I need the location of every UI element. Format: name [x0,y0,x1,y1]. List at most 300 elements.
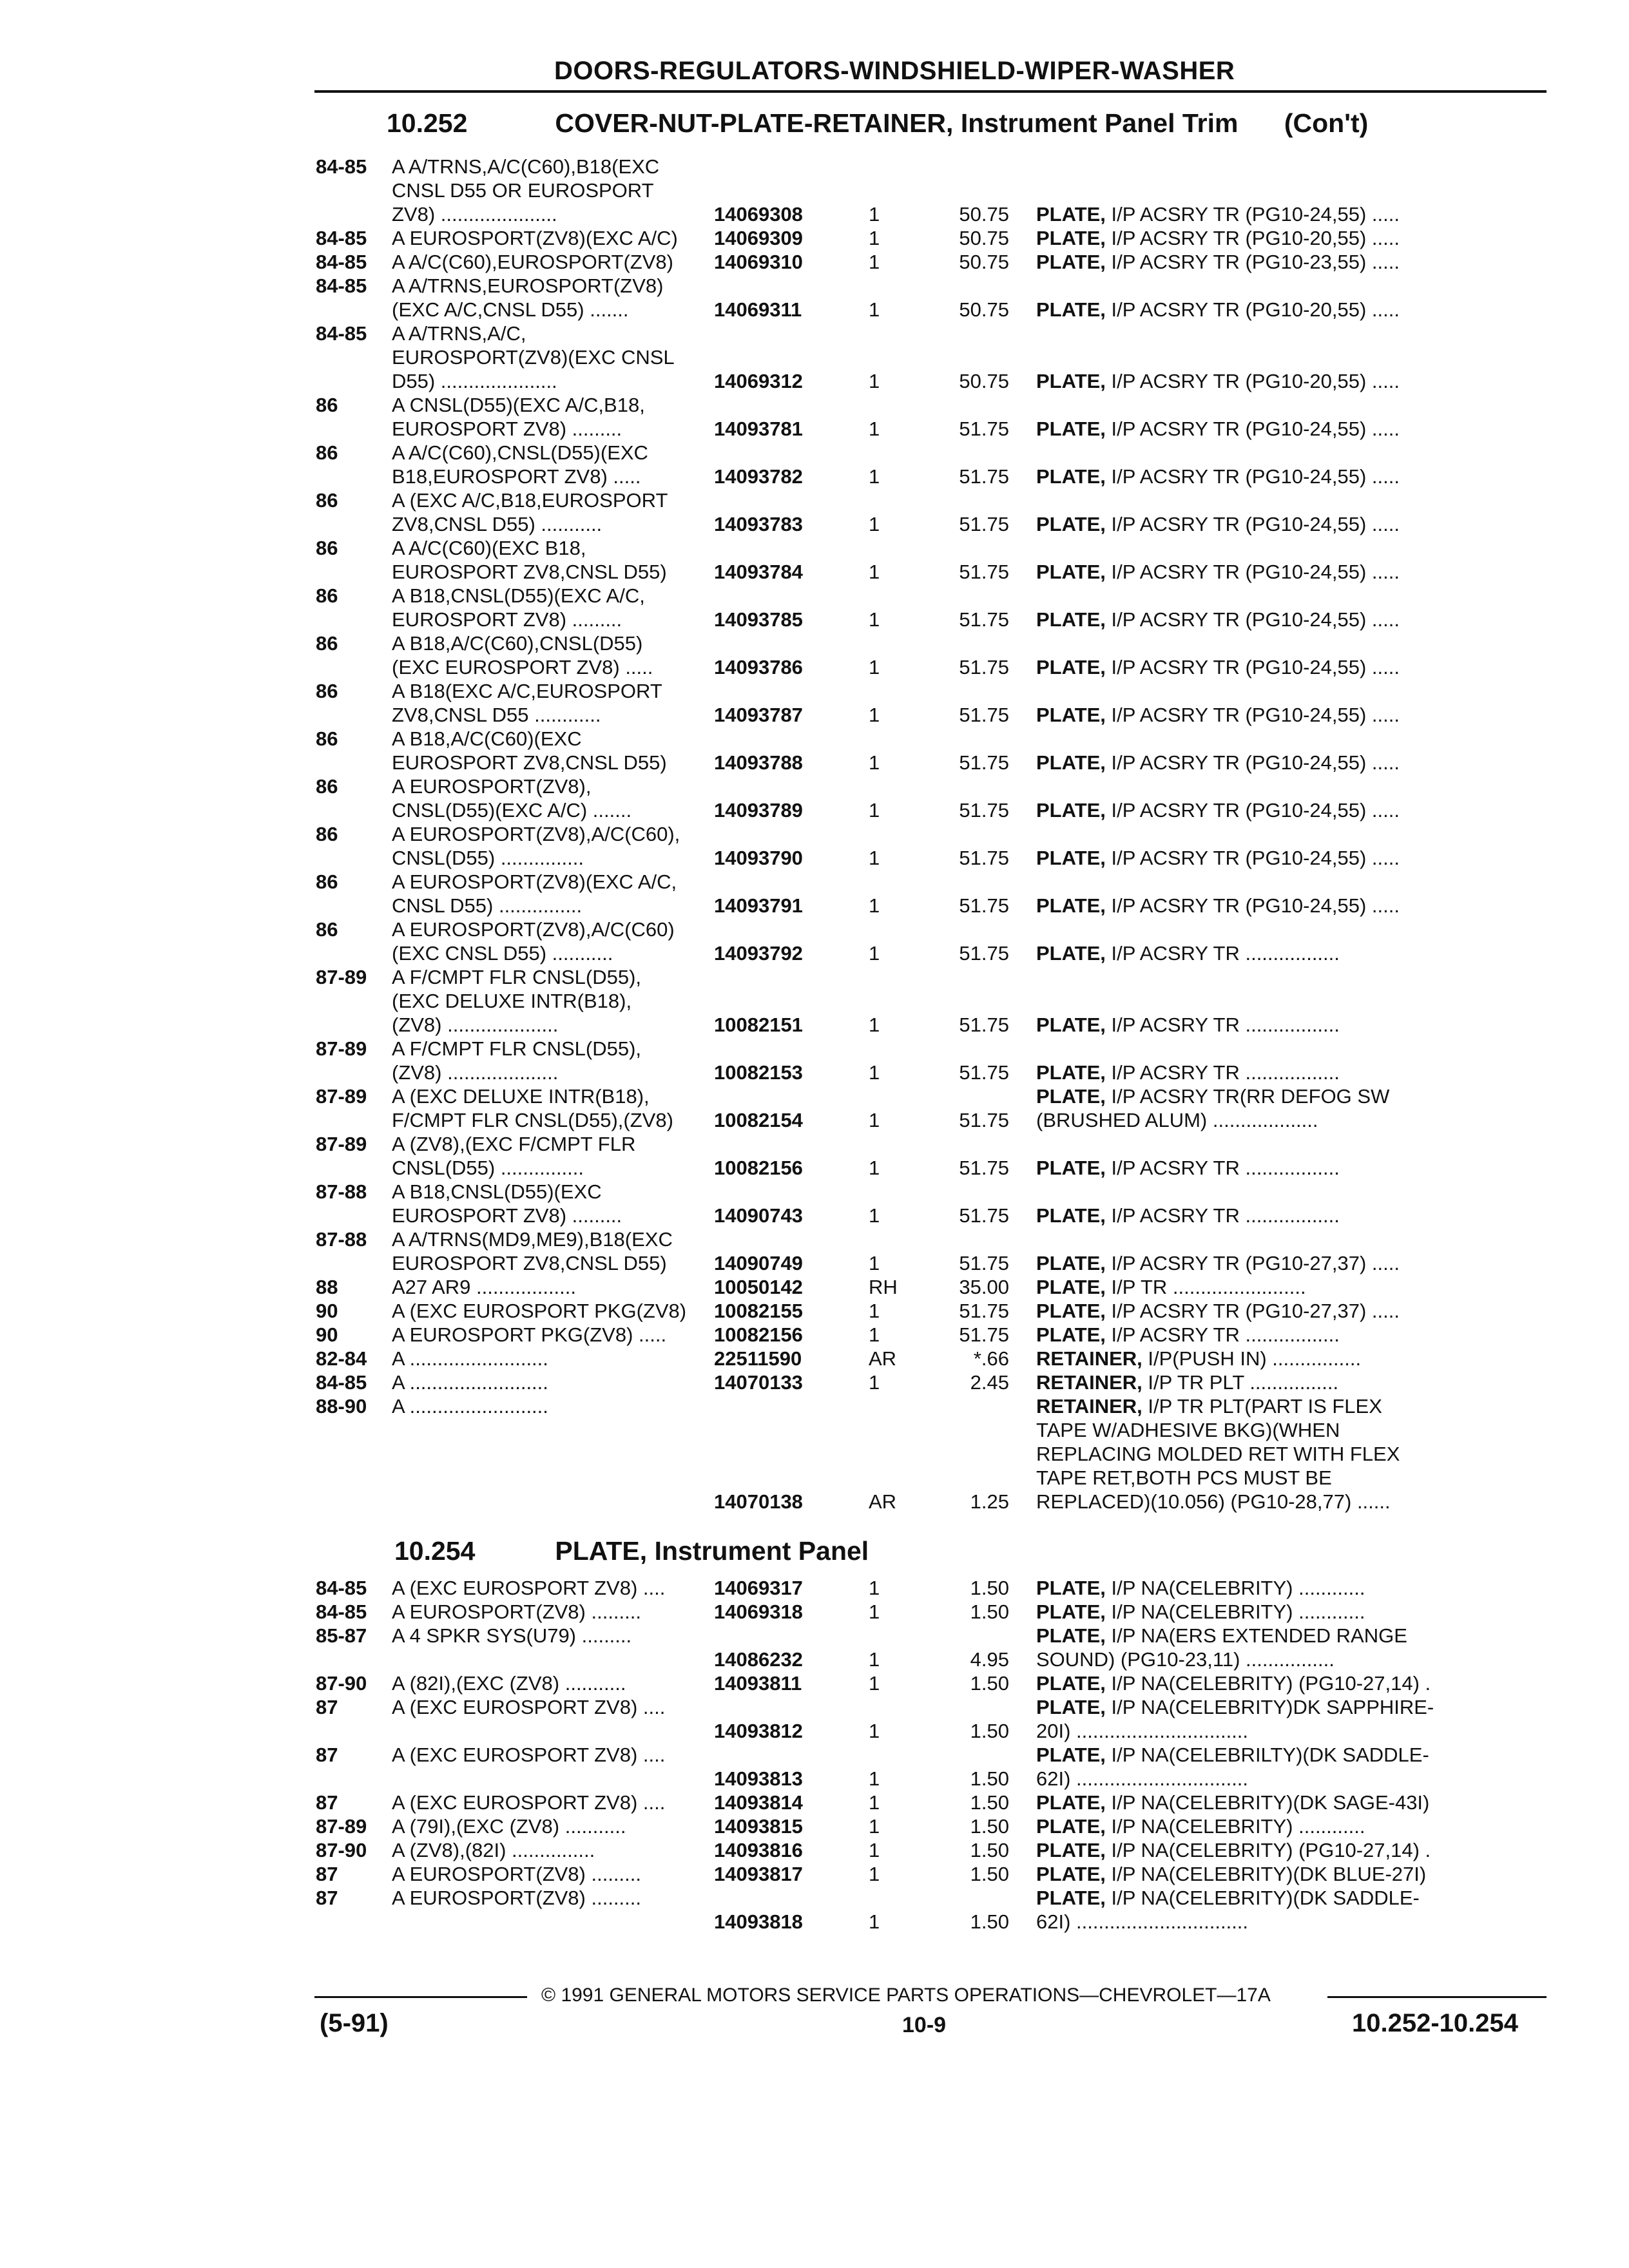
year-cell: 84-85 [316,227,367,249]
description-keyword: PLATE, [1036,1157,1106,1179]
year-cell: 84-85 [316,274,367,297]
part-number-cell: 14069318 [714,1600,803,1623]
table-row [316,488,1540,536]
quantity-cell: 1 [869,656,880,678]
description-keyword: PLATE, [1036,1276,1106,1298]
application-cell: A A/TRNS,A/C(C60),B18(EXC CNSL D55 OR EUROSPORT ZV8) ..................... [392,155,660,226]
price-cell: 51.75 [959,894,1009,917]
quantity-cell: 1 [869,1323,880,1346]
quantity-cell: 1 [869,1300,880,1322]
quantity-cell: 1 [869,1672,880,1695]
description-text: I/P NA(CELEBRITY) (PG10-27,14) . [1105,1839,1431,1861]
price-cell: *.66 [973,1347,1009,1370]
price-cell: 35.00 [959,1276,1009,1298]
table-row [316,631,1540,679]
price-cell: 1.50 [970,1863,1009,1885]
table-row [316,727,1540,774]
part-number-cell: 14093816 [714,1839,803,1861]
year-cell: 86 [316,775,338,798]
table-row [316,822,1540,870]
year-cell: 87 [316,1863,338,1885]
part-number-cell: 14069310 [714,251,803,273]
description-cell [1036,512,1540,536]
description-cell [1036,1671,1540,1695]
description-keyword: PLATE, [1036,1863,1106,1885]
application-cell: A A/TRNS,A/C, EUROSPORT(ZV8)(EXC CNSL D55) ..................... [392,322,675,392]
table-row [316,1132,1540,1180]
application-cell: A F/CMPT FLR CNSL(D55), (EXC DELUXE INTR(B18), (ZV8) .................... [392,966,642,1036]
table-row [316,1227,1540,1275]
year-cell: 86 [316,394,338,416]
table-row [316,679,1540,727]
description-text: I/P ACSRY TR (PG10-24,55) ..... [1105,465,1400,488]
description-keyword: PLATE, [1036,1624,1106,1647]
description-cell [1036,1600,1540,1624]
price-cell: 51.75 [959,1323,1009,1346]
price-cell: 51.75 [959,704,1009,726]
footer-page-number: 10-9 [902,2013,947,2037]
table-row [316,1671,1540,1695]
description-text: I/P ACSRY TR (PG10-20,55) ..... [1105,227,1400,249]
description-cell [1036,1323,1540,1347]
description-cell [1036,1624,1540,1671]
price-cell: 51.75 [959,1061,1009,1084]
application-cell: A (EXC EUROSPORT PKG(ZV8) [392,1300,687,1322]
part-number-cell: 14069311 [714,298,802,321]
table-row [316,1862,1540,1886]
description-keyword: PLATE, [1036,704,1106,726]
quantity-cell: 1 [869,561,880,583]
year-cell: 87-89 [316,1085,367,1108]
quantity-cell: 1 [869,203,880,226]
description-cell [1036,1013,1540,1037]
table-row [316,1370,1540,1394]
description-cell [1036,465,1540,488]
quantity-cell: 1 [869,1061,880,1084]
description-text: I/P ACSRY TR ................. [1105,1204,1340,1227]
price-cell: 51.75 [959,799,1009,822]
year-cell: 86 [316,727,338,750]
section-subname: Instrument Panel [654,1536,869,1566]
description-keyword: PLATE, [1036,608,1106,631]
price-cell: 50.75 [959,298,1009,321]
description-cell [1036,608,1540,631]
quantity-cell: 1 [869,1371,880,1394]
section-number: 10.252 [387,108,468,138]
description-keyword: PLATE, [1036,513,1106,535]
description-keyword: RETAINER, [1036,1395,1142,1418]
quantity-cell: 1 [869,847,880,869]
description-text: I/P NA(CELEBRITY)DK SAPPHIRE- 20I) ............................... [1036,1696,1434,1742]
application-cell: A EUROSPORT(ZV8) ......... [392,1887,642,1909]
application-cell: A ......................... [392,1371,548,1394]
year-cell: 85-87 [316,1624,367,1647]
application-cell: A (ZV8),(EXC F/CMPT FLR CNSL(D55) ............... [392,1133,636,1179]
description-cell [1036,250,1540,274]
application-cell: A A/TRNS(MD9,ME9),B18(EXC EUROSPORT ZV8,CNSL D55) [392,1228,673,1274]
table-row [316,1838,1540,1862]
part-number-cell: 14070138 [714,1490,803,1513]
description-keyword: PLATE, [1036,227,1106,249]
quantity-cell: 1 [869,1767,880,1790]
price-cell: 51.75 [959,418,1009,440]
year-cell: 84-85 [316,1577,367,1599]
footer-rule [314,1996,527,1998]
footer-rule [1327,1996,1547,1998]
quantity-cell: 1 [869,799,880,822]
section-number: 10.254 [394,1536,476,1566]
price-cell: 51.75 [959,656,1009,678]
description-cell [1036,1370,1540,1394]
application-cell: A ......................... [392,1347,548,1370]
quantity-cell: 1 [869,1109,880,1131]
application-cell: A B18,A/C(C60)(EXC EUROSPORT ZV8,CNSL D55) [392,727,667,774]
year-cell: 82-84 [316,1347,367,1370]
part-number-cell: 10082153 [714,1061,803,1084]
description-keyword: PLATE, [1036,1323,1106,1346]
table-row [316,393,1540,441]
part-number-cell: 14093815 [714,1815,803,1838]
application-cell: A27 AR9 .................. [392,1276,577,1298]
part-number-cell: 14086232 [714,1648,803,1671]
section-name: PLATE, [555,1536,648,1566]
application-cell: A B18,CNSL(D55)(EXC A/C, EUROSPORT ZV8) ......... [392,584,645,631]
table-row [316,1600,1540,1624]
year-cell: 87 [316,1791,338,1814]
part-number-cell: 14069309 [714,227,803,249]
description-text: I/P NA(CELEBRILTY)(DK SADDLE- 62I) ............................... [1036,1744,1429,1790]
description-text: I/P ACSRY TR (PG10-24,55) ..... [1105,704,1400,726]
table-row [316,918,1540,965]
application-cell: A CNSL(D55)(EXC A/C,B18, EUROSPORT ZV8) ......... [392,394,645,440]
part-number-cell: 22511590 [714,1347,802,1370]
year-cell: 87 [316,1696,338,1718]
description-keyword: PLATE, [1036,751,1106,774]
year-cell: 84-85 [316,1371,367,1394]
description-keyword: PLATE, [1036,1300,1106,1322]
application-cell: A (82I),(EXC (ZV8) ........... [392,1672,626,1695]
description-cell [1036,417,1540,441]
year-cell: 87 [316,1744,338,1766]
section-cont: (Con't) [1284,108,1369,138]
description-keyword: PLATE, [1036,1672,1106,1695]
description-keyword: PLATE, [1036,1061,1106,1084]
part-number-cell: 10082151 [714,1014,803,1036]
footer-date: (5-91) [320,2009,389,2037]
description-keyword: PLATE, [1036,1791,1106,1814]
header-rule [314,90,1547,93]
parts-table-10254 [316,1576,1540,1934]
part-number-cell: 14093789 [714,799,803,822]
application-cell: A (EXC EUROSPORT ZV8) .... [392,1791,666,1814]
description-cell [1036,1204,1540,1227]
part-number-cell: 14093788 [714,751,803,774]
table-row [316,1347,1540,1370]
table-row [316,1576,1540,1600]
description-text: I/P NA(CELEBRITY) ............ [1105,1600,1365,1623]
price-cell: 1.50 [970,1577,1009,1599]
year-cell: 88-90 [316,1395,367,1418]
quantity-cell: 1 [869,1252,880,1274]
application-cell: A (EXC EUROSPORT ZV8) .... [392,1696,666,1718]
application-cell: A B18(EXC A/C,EUROSPORT ZV8,CNSL D55 ............ [392,680,662,726]
table-row [316,1695,1540,1743]
description-text: I/P ACSRY TR (PG10-24,55) ..... [1105,799,1400,822]
description-cell [1036,1061,1540,1084]
description-keyword: PLATE, [1036,1014,1106,1036]
quantity-cell: 1 [869,1014,880,1036]
description-text: I/P ACSRY TR (PG10-27,37) ..... [1105,1252,1400,1274]
description-cell [1036,846,1540,870]
description-keyword: RETAINER, [1036,1371,1142,1394]
description-text: I/P ACSRY TR (PG10-24,55) ..... [1105,847,1400,869]
part-number-cell: 14093781 [714,418,803,440]
price-cell: 1.50 [970,1791,1009,1814]
description-keyword: PLATE, [1036,1577,1106,1599]
description-cell [1036,1743,1540,1791]
year-cell: 87-89 [316,1133,367,1155]
quantity-cell: 1 [869,704,880,726]
part-number-cell: 10082156 [714,1157,803,1179]
price-cell: 51.75 [959,1157,1009,1179]
year-cell: 86 [316,870,338,893]
description-cell [1036,1886,1540,1934]
year-cell: 86 [316,823,338,845]
description-cell [1036,1576,1540,1600]
table-row [316,1180,1540,1227]
part-number-cell: 14093813 [714,1767,803,1790]
description-keyword: PLATE, [1036,1887,1106,1909]
year-cell: 86 [316,537,338,559]
description-cell [1036,655,1540,679]
quantity-cell: 1 [869,418,880,440]
description-cell [1036,1791,1540,1814]
description-text: I/P ACSRY TR (PG10-24,55) ..... [1105,513,1400,535]
description-cell [1036,1814,1540,1838]
section-name: COVER-NUT-PLATE-RETAINER, [555,108,954,138]
part-number-cell: 10082154 [714,1109,803,1131]
description-cell [1036,1695,1540,1743]
price-cell: 51.75 [959,751,1009,774]
price-cell: 51.75 [959,1300,1009,1322]
description-text: I/P TR PLT ................ [1142,1371,1339,1394]
description-cell [1036,369,1540,393]
year-cell: 86 [316,632,338,655]
application-cell: A (EXC EUROSPORT ZV8) .... [392,1744,666,1766]
part-number-cell: 10082155 [714,1300,803,1322]
table-row [316,1394,1540,1514]
description-text: I/P TR PLT(PART IS FLEX TAPE W/ADHESIVE BKG)(WHEN REPLACING MOLDED RET WITH FLEX TAPE RET,BOTH PCS MUST BE REPLACED)(10.056) (PG10-28,77) ...... [1036,1395,1400,1513]
table-row [316,250,1540,274]
year-cell: 87-88 [316,1228,367,1251]
price-cell: 51.75 [959,1014,1009,1036]
year-cell: 84-85 [316,251,367,273]
price-cell: 51.75 [959,1109,1009,1131]
description-keyword: PLATE, [1036,465,1106,488]
description-text: I/P ACSRY TR (PG10-24,55) ..... [1105,561,1400,583]
quantity-cell: 1 [869,251,880,273]
part-number-cell: 14090749 [714,1252,803,1274]
application-cell: A (EXC A/C,B18,EUROSPORT ZV8,CNSL D55) ........... [392,489,668,535]
part-number-cell: 14093790 [714,847,803,869]
quantity-cell: 1 [869,942,880,965]
description-cell [1036,751,1540,774]
quantity-cell: 1 [869,1157,880,1179]
description-keyword: PLATE, [1036,1252,1106,1274]
description-cell [1036,1394,1540,1514]
application-cell: A A/C(C60),EUROSPORT(ZV8) [392,251,673,273]
table-row [316,1323,1540,1347]
year-cell: 86 [316,918,338,941]
quantity-cell: 1 [869,1648,880,1671]
price-cell: 51.75 [959,942,1009,965]
table-row [316,1886,1540,1934]
description-text: I/P ACSRY TR (PG10-24,55) ..... [1105,418,1400,440]
year-cell: 87-90 [316,1672,367,1695]
application-cell: A (ZV8),(82I) ............... [392,1839,595,1861]
table-row [316,870,1540,918]
description-keyword: PLATE, [1036,847,1106,869]
table-row [316,1791,1540,1814]
description-text: I/P ACSRY TR (PG10-24,55) ..... [1105,894,1400,917]
description-cell [1036,1347,1540,1370]
description-keyword: PLATE, [1036,1696,1106,1718]
table-row [316,322,1540,393]
part-number-cell: 10050142 [714,1276,803,1298]
quantity-cell: 1 [869,298,880,321]
description-cell [1036,1838,1540,1862]
application-cell: A EUROSPORT(ZV8),A/C(C60), CNSL(D55) ............... [392,823,680,869]
description-cell [1036,894,1540,918]
part-number-cell: 14093792 [714,942,803,965]
description-cell [1036,703,1540,727]
table-row [316,1037,1540,1084]
table-row [316,965,1540,1037]
description-text: I/P ACSRY TR ................. [1105,942,1340,965]
description-cell [1036,1251,1540,1275]
part-number-cell: 14093814 [714,1791,803,1814]
description-cell [1036,941,1540,965]
description-cell [1036,798,1540,822]
application-cell: A ......................... [392,1395,548,1418]
description-text: I/P ACSRY TR (PG10-20,55) ..... [1105,298,1400,321]
application-cell: A EUROSPORT(ZV8) ......... [392,1600,642,1623]
part-number-cell: 14093811 [714,1672,802,1695]
description-keyword: PLATE, [1036,894,1106,917]
quantity-cell: 1 [869,1577,880,1599]
quantity-cell: RH [869,1276,898,1298]
description-keyword: PLATE, [1036,561,1106,583]
description-text: I/P NA(CELEBRITY) ............ [1105,1577,1365,1599]
table-row [316,1814,1540,1838]
application-cell: A B18,A/C(C60),CNSL(D55) (EXC EUROSPORT ZV8) ..... [392,632,653,678]
description-text: I/P NA(CELEBRITY)(DK BLUE-27I) [1105,1863,1427,1885]
quantity-cell: 1 [869,227,880,249]
quantity-cell: 1 [869,1839,880,1861]
part-number-cell: 14093782 [714,465,803,488]
description-text: I/P ACSRY TR (PG10-27,37) ..... [1105,1300,1400,1322]
application-cell: A EUROSPORT(ZV8), CNSL(D55)(EXC A/C) ....... [392,775,632,822]
price-cell: 50.75 [959,251,1009,273]
description-cell [1036,1156,1540,1180]
description-text: I/P NA(CELEBRITY) ............ [1105,1815,1365,1838]
year-cell: 87-89 [316,1815,367,1838]
year-cell: 87-88 [316,1180,367,1203]
quantity-cell: 1 [869,608,880,631]
price-cell: 51.75 [959,608,1009,631]
part-number-cell: 14093817 [714,1863,803,1885]
part-number-cell: 14090743 [714,1204,803,1227]
description-text: I/P TR ........................ [1105,1276,1306,1298]
description-cell [1036,202,1540,226]
description-cell [1036,1862,1540,1886]
description-cell [1036,560,1540,584]
year-cell: 87 [316,1887,338,1909]
year-cell: 86 [316,680,338,702]
price-cell: 1.50 [970,1815,1009,1838]
application-cell: A EUROSPORT(ZV8) ......... [392,1863,642,1885]
application-cell: A A/C(C60)(EXC B18, EUROSPORT ZV8,CNSL D55) [392,537,667,583]
description-text: I/P NA(ERS EXTENDED RANGE SOUND) (PG10-23,11) ................ [1036,1624,1407,1671]
description-cell [1036,1299,1540,1323]
description-text: I/P NA(CELEBRITY)(DK SAGE-43I) [1105,1791,1430,1814]
price-cell: 51.75 [959,1252,1009,1274]
part-number-cell: 14070133 [714,1371,803,1394]
application-cell: A EUROSPORT PKG(ZV8) ..... [392,1323,667,1346]
year-cell: 86 [316,441,338,464]
quantity-cell: 1 [869,370,880,392]
quantity-cell: 1 [869,465,880,488]
description-keyword: PLATE, [1036,799,1106,822]
description-text: I/P ACSRY TR (PG10-23,55) ..... [1105,251,1400,273]
description-keyword: PLATE, [1036,1815,1106,1838]
part-number-cell: 14093812 [714,1720,803,1742]
application-cell: A 4 SPKR SYS(U79) ......... [392,1624,632,1647]
year-cell: 84-85 [316,155,367,178]
description-text: I/P ACSRY TR (PG10-24,55) ..... [1105,608,1400,631]
description-keyword: PLATE, [1036,370,1106,392]
description-text: I/P ACSRY TR (PG10-20,55) ..... [1105,370,1400,392]
year-cell: 90 [316,1300,338,1322]
price-cell: 1.50 [970,1672,1009,1695]
price-cell: 2.45 [970,1371,1009,1394]
part-number-cell: 14093785 [714,608,803,631]
application-cell: A (EXC EUROSPORT ZV8) .... [392,1577,666,1599]
description-keyword: PLATE, [1036,418,1106,440]
price-cell: 1.50 [970,1600,1009,1623]
application-cell: A A/C(C60),CNSL(D55)(EXC B18,EUROSPORT ZV8) ..... [392,441,648,488]
description-text: I/P ACSRY TR (PG10-24,55) ..... [1105,751,1400,774]
year-cell: 87-89 [316,966,367,988]
application-cell: A EUROSPORT(ZV8)(EXC A/C, CNSL D55) ............... [392,870,677,917]
description-text: I/P ACSRY TR(RR DEFOG SW (BRUSHED ALUM) ................... [1036,1085,1390,1131]
page-header: DOORS-REGULATORS-WINDSHIELD-WIPER-WASHER [554,57,1235,85]
year-cell: 86 [316,489,338,512]
year-cell: 86 [316,584,338,607]
year-cell: 87-90 [316,1839,367,1861]
part-number-cell: 14093787 [714,704,803,726]
table-row [316,1624,1540,1671]
table-row [316,1299,1540,1323]
description-cell [1036,1275,1540,1299]
part-number-cell: 14069308 [714,203,803,226]
description-text: I/P ACSRY TR ................. [1105,1014,1340,1036]
quantity-cell: 1 [869,513,880,535]
price-cell: 4.95 [970,1648,1009,1671]
table-row [316,536,1540,584]
description-keyword: PLATE, [1036,1600,1106,1623]
price-cell: 50.75 [959,370,1009,392]
